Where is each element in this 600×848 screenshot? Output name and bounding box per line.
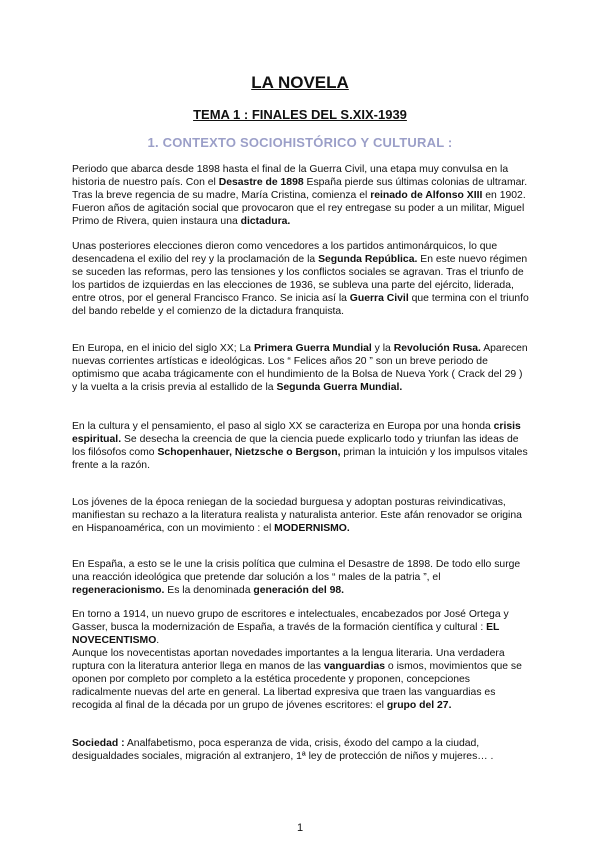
text-run: Aparecen nuevas corrientes artísticas e ideológicas. Los “ Felices años 20 ” son un breve periodo de optimismo que acaba trágicamente con el hundimiento de la Bolsa de Nueva York ( Crack del 29 ) y la vuelta a la crisis previa al estallido de la <box>72 343 528 393</box>
text-run: España pierde sus últimas colonias de ultramar. Tras la breve regencia de su madre, María Cristina, comienza el <box>72 177 528 201</box>
paragraph-5 <box>72 496 530 535</box>
bold-term: EL NOVECENTISMO <box>72 622 500 646</box>
text-run: En España, a esto se le une la crisis política que culmina el Desastre de 1898. De todo ello surge una reacción ideológica que pretende dar solución a los “ males de la patria ”, el <box>72 559 521 583</box>
bold-term: regeneracionismo. <box>72 585 165 596</box>
bold-term: Guerra Civil <box>349 293 409 304</box>
document-title: LA NOVELA <box>251 73 349 92</box>
text-run: En Europa, en el inicio del siglo XX; La <box>72 343 254 354</box>
paragraph-2 <box>72 240 530 318</box>
paragraph-4 <box>72 420 530 472</box>
text-run: Aunque los novecentistas aportan novedades importantes a la lengua literaria. Una verdadera ruptura con la literatura anterior llega en manos de las <box>72 648 505 672</box>
text-run: En torno a 1914, un nuevo grupo de escritores e intelectuales, encabezados por José Ortega y Gasser, busca la modernización de España, a través de la formación científica y cultural : <box>72 609 509 633</box>
paragraph-8 <box>72 737 530 763</box>
paragraph-7 <box>72 608 530 712</box>
bold-term: Primera Guerra Mundial <box>253 343 372 354</box>
bold-term: Segunda Guerra Mundial. <box>276 382 403 393</box>
bold-term: vanguardias <box>323 661 386 672</box>
text-run: o ismos, movimientos que se oponen por completo por completo a la estética procedente y proponen, concepciones radicalmente nuevas del arte en general. La libertad expresiva que traen las vanguardias es recogida al final de la década por un grupo de jóvenes escritores: el <box>72 661 522 711</box>
bold-term: dictadura. <box>240 216 291 227</box>
text-run: en 1902. Fueron años de agitación social que provocaron que el rey entregase su poder a un militar, Miguel Primo de Rivera, quien instaura una <box>72 190 526 227</box>
bold-term: grupo del 27. <box>386 700 452 711</box>
text-run: Los jóvenes de la época reniegan de la sociedad burguesa y adoptan posturas reivindicativas, manifiestan su rechazo a la literatura realista y naturalista anterior. Este afán renovador se origina en Hispanoamérica, con un movimiento : el <box>72 497 522 534</box>
text-run: En la cultura y el pensamiento, el paso al siglo XX se caracteriza en Europa por una honda <box>72 421 494 432</box>
section-heading: 1. CONTEXTO SOCIOHISTÓRICO Y CULTURAL : <box>147 135 453 150</box>
topic-heading: TEMA 1 : FINALES DEL S.XIX-1939 <box>193 107 407 122</box>
bold-term: generación del 98. <box>253 585 345 596</box>
bold-term: crisis espiritual. <box>72 421 521 445</box>
text-run: Unas posteriores elecciones dieron como vencedores a los partidos antimonárquicos, lo que desencadena el exilio del rey y la proclamación de la <box>72 241 498 265</box>
bold-term: Sociedad : <box>72 738 125 749</box>
text-run: y la <box>371 343 394 354</box>
bold-term: MODERNISMO. <box>274 523 350 534</box>
bold-term: Segunda República. <box>318 254 418 265</box>
paragraph-1 <box>72 163 530 228</box>
bold-term: Revolución Rusa. <box>393 343 481 354</box>
bold-term: Schopenhauer, Nietzsche o Bergson, <box>157 447 341 458</box>
paragraph-6 <box>72 558 530 597</box>
text-run: priman la intuición y los impulsos vitales frente a la razón. <box>72 447 528 471</box>
text-run: Analfabetismo, poca esperanza de vida, crisis, éxodo del campo a la ciudad, desigualdades sociales, migración al extranjero, 1ª ley de protección de niños y mujeres… . <box>72 738 494 762</box>
text-run: Se desecha la creencia de que la ciencia puede explicarlo todo y triunfan las ideas de los filósofos como <box>72 434 519 458</box>
page-number: 1 <box>296 822 304 834</box>
text-run: En este nuevo régimen se suceden las reformas, pero las tensiones y los conflictos sociales se agravan. Tras el triunfo de los partidos de izquierdas en las elecciones de 1936, se subleva una parte del ejército, liderada, entre otros, por el general Francisco Franco. Se inicia así la <box>72 254 528 304</box>
text-run: Periodo que abarca desde 1898 hasta el final de la Guerra Civil, una etapa muy convulsa en la historia de nuestro país. Con el <box>72 164 509 188</box>
paragraph-3 <box>72 342 530 394</box>
text-run: que termina con el triunfo del bando rebelde y el comienzo de la dictadura franquista. <box>72 293 529 317</box>
text-run: . <box>156 635 160 646</box>
bold-term: Desastre de 1898 <box>218 177 304 188</box>
bold-term: reinado de Alfonso XIII <box>370 190 483 201</box>
text-run: Es la denominada <box>164 585 254 596</box>
